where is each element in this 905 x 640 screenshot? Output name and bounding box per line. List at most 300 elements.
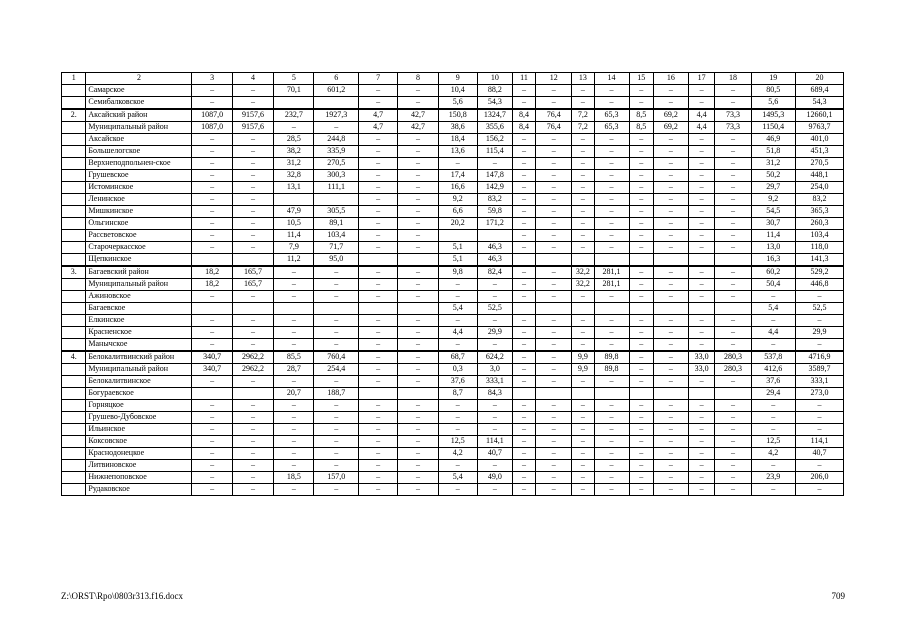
- value-cell: [274, 97, 314, 110]
- value-cell: [232, 254, 273, 267]
- value-cell: 188,7: [314, 388, 359, 400]
- value-cell: –: [398, 436, 438, 448]
- value-cell: –: [629, 412, 653, 424]
- value-cell: –: [398, 364, 438, 376]
- value-cell: –: [232, 242, 273, 254]
- value-cell: –: [274, 436, 314, 448]
- row-number-cell: [62, 146, 86, 158]
- value-cell: –: [715, 460, 751, 472]
- value-cell: [594, 388, 629, 400]
- value-cell: 52,5: [796, 303, 844, 315]
- value-cell: [192, 388, 232, 400]
- value-cell: 31,2: [751, 158, 796, 170]
- value-cell: 1150,4: [751, 122, 796, 134]
- value-cell: –: [359, 194, 398, 206]
- value-cell: –: [398, 146, 438, 158]
- value-cell: 171,2: [477, 218, 512, 230]
- value-cell: –: [398, 206, 438, 218]
- value-cell: –: [572, 460, 594, 472]
- table-row: [62, 182, 844, 194]
- value-cell: [359, 303, 398, 315]
- value-cell: 46,3: [477, 242, 512, 254]
- value-cell: 47,9: [274, 206, 314, 218]
- value-cell: –: [232, 206, 273, 218]
- name-cell: Ленинское: [86, 194, 192, 206]
- value-cell: –: [653, 484, 688, 496]
- value-cell: –: [398, 97, 438, 110]
- value-cell: –: [232, 436, 273, 448]
- row-number-cell: 2.: [62, 109, 86, 122]
- value-cell: –: [572, 242, 594, 254]
- value-cell: 141,3: [796, 254, 844, 267]
- table-row: [62, 146, 844, 158]
- value-cell: 76,4: [536, 109, 572, 122]
- value-cell: –: [359, 412, 398, 424]
- value-cell: –: [398, 412, 438, 424]
- value-cell: –: [512, 472, 535, 484]
- value-cell: 89,8: [594, 364, 629, 376]
- value-cell: 4,2: [751, 448, 796, 460]
- value-cell: –: [512, 230, 535, 242]
- value-cell: –: [536, 158, 572, 170]
- value-cell: –: [715, 484, 751, 496]
- value-cell: –: [536, 472, 572, 484]
- value-cell: 32,2: [572, 279, 594, 291]
- value-cell: [359, 254, 398, 267]
- value-cell: 206,0: [796, 472, 844, 484]
- value-cell: –: [594, 97, 629, 110]
- value-cell: –: [512, 436, 535, 448]
- value-cell: –: [715, 134, 751, 146]
- value-cell: 448,1: [796, 170, 844, 182]
- value-cell: –: [192, 85, 232, 97]
- value-cell: –: [192, 194, 232, 206]
- value-cell: –: [572, 97, 594, 110]
- value-cell: –: [536, 97, 572, 110]
- value-cell: –: [594, 242, 629, 254]
- value-cell: –: [572, 424, 594, 436]
- value-cell: –: [192, 158, 232, 170]
- value-cell: –: [359, 315, 398, 327]
- value-cell: 340,7: [192, 364, 232, 376]
- value-cell: –: [653, 472, 688, 484]
- value-cell: 340,7: [192, 351, 232, 364]
- value-cell: –: [512, 327, 535, 339]
- value-cell: 10,5: [274, 218, 314, 230]
- value-cell: –: [751, 484, 796, 496]
- value-cell: [438, 230, 477, 242]
- value-cell: –: [688, 242, 715, 254]
- value-cell: 83,2: [796, 194, 844, 206]
- value-cell: –: [688, 484, 715, 496]
- value-cell: 11,4: [751, 230, 796, 242]
- row-number-cell: [62, 436, 86, 448]
- value-cell: 4,4: [688, 109, 715, 122]
- value-cell: –: [192, 484, 232, 496]
- value-cell: 95,0: [314, 254, 359, 267]
- value-cell: [629, 388, 653, 400]
- value-cell: –: [274, 279, 314, 291]
- value-cell: [715, 303, 751, 315]
- row-number-cell: [62, 424, 86, 436]
- value-cell: –: [629, 182, 653, 194]
- table-row: [62, 279, 844, 291]
- value-cell: –: [192, 376, 232, 388]
- value-cell: –: [232, 85, 273, 97]
- value-cell: 11,2: [274, 254, 314, 267]
- value-cell: –: [572, 327, 594, 339]
- value-cell: –: [192, 424, 232, 436]
- value-cell: 254,4: [314, 364, 359, 376]
- value-cell: 7,2: [572, 122, 594, 134]
- value-cell: –: [594, 376, 629, 388]
- value-cell: –: [653, 266, 688, 279]
- value-cell: 114,1: [477, 436, 512, 448]
- value-cell: –: [398, 242, 438, 254]
- value-cell: [274, 303, 314, 315]
- table-row: [62, 388, 844, 400]
- value-cell: –: [629, 218, 653, 230]
- value-cell: –: [715, 230, 751, 242]
- table-row: [62, 303, 844, 315]
- value-cell: –: [796, 339, 844, 352]
- value-cell: –: [572, 400, 594, 412]
- value-cell: –: [751, 339, 796, 352]
- value-cell: 31,2: [274, 158, 314, 170]
- value-cell: –: [232, 339, 273, 352]
- table-body: [62, 73, 844, 496]
- value-cell: –: [314, 279, 359, 291]
- value-cell: 4: [232, 73, 273, 85]
- value-cell: –: [536, 230, 572, 242]
- table-row: [62, 448, 844, 460]
- value-cell: –: [192, 206, 232, 218]
- value-cell: 1927,3: [314, 109, 359, 122]
- value-cell: –: [715, 242, 751, 254]
- value-cell: –: [594, 182, 629, 194]
- value-cell: –: [572, 206, 594, 218]
- value-cell: –: [688, 218, 715, 230]
- value-cell: –: [572, 436, 594, 448]
- value-cell: –: [688, 146, 715, 158]
- value-cell: [398, 388, 438, 400]
- value-cell: –: [629, 436, 653, 448]
- value-cell: 4,2: [438, 448, 477, 460]
- value-cell: 401,0: [796, 134, 844, 146]
- value-cell: –: [314, 436, 359, 448]
- row-number-cell: [62, 279, 86, 291]
- value-cell: –: [536, 400, 572, 412]
- value-cell: –: [232, 448, 273, 460]
- value-cell: 17: [688, 73, 715, 85]
- value-cell: 333,1: [796, 376, 844, 388]
- name-cell: Мишкинское: [86, 206, 192, 218]
- value-cell: –: [572, 170, 594, 182]
- value-cell: –: [438, 484, 477, 496]
- value-cell: 76,4: [536, 122, 572, 134]
- value-cell: –: [594, 436, 629, 448]
- value-cell: 20: [796, 73, 844, 85]
- row-number-cell: [62, 170, 86, 182]
- value-cell: –: [653, 146, 688, 158]
- value-cell: –: [796, 424, 844, 436]
- value-cell: –: [594, 291, 629, 303]
- value-cell: 4,4: [751, 327, 796, 339]
- value-cell: 1495,3: [751, 109, 796, 122]
- value-cell: –: [572, 158, 594, 170]
- value-cell: 37,6: [751, 376, 796, 388]
- table-row: [62, 97, 844, 110]
- value-cell: –: [512, 206, 535, 218]
- value-cell: –: [653, 230, 688, 242]
- table-row: [62, 122, 844, 134]
- value-cell: –: [477, 412, 512, 424]
- value-cell: 529,2: [796, 266, 844, 279]
- value-cell: –: [594, 134, 629, 146]
- value-cell: 624,2: [477, 351, 512, 364]
- value-cell: 89,1: [314, 218, 359, 230]
- value-cell: –: [512, 448, 535, 460]
- name-cell: Верхнеподпольнен-ское: [86, 158, 192, 170]
- value-cell: –: [715, 412, 751, 424]
- value-cell: 12: [536, 73, 572, 85]
- value-cell: 15: [629, 73, 653, 85]
- value-cell: –: [629, 376, 653, 388]
- value-cell: 5,6: [751, 97, 796, 110]
- value-cell: –: [629, 472, 653, 484]
- table-row: [62, 424, 844, 436]
- value-cell: –: [512, 315, 535, 327]
- table-row: [62, 85, 844, 97]
- value-cell: –: [314, 484, 359, 496]
- value-cell: –: [688, 158, 715, 170]
- row-number-cell: [62, 472, 86, 484]
- value-cell: –: [536, 339, 572, 352]
- value-cell: –: [688, 97, 715, 110]
- value-cell: –: [232, 170, 273, 182]
- value-cell: –: [438, 158, 477, 170]
- value-cell: 51,8: [751, 146, 796, 158]
- value-cell: –: [715, 158, 751, 170]
- value-cell: –: [594, 158, 629, 170]
- value-cell: –: [438, 315, 477, 327]
- value-cell: –: [715, 424, 751, 436]
- value-cell: 19: [751, 73, 796, 85]
- row-number-cell: [62, 484, 86, 496]
- value-cell: 5,1: [438, 242, 477, 254]
- value-cell: –: [438, 412, 477, 424]
- name-cell: Муниципальный район: [86, 364, 192, 376]
- value-cell: –: [653, 182, 688, 194]
- value-cell: –: [232, 230, 273, 242]
- value-cell: –: [192, 182, 232, 194]
- value-cell: –: [594, 218, 629, 230]
- page-number: 709: [831, 591, 845, 601]
- value-cell: –: [715, 448, 751, 460]
- name-cell: Ольгинское: [86, 218, 192, 230]
- table-row: [62, 376, 844, 388]
- value-cell: –: [536, 266, 572, 279]
- value-cell: –: [796, 400, 844, 412]
- value-cell: 103,4: [796, 230, 844, 242]
- value-cell: [314, 303, 359, 315]
- value-cell: 69,2: [653, 122, 688, 134]
- value-cell: –: [688, 412, 715, 424]
- value-cell: –: [512, 339, 535, 352]
- value-cell: –: [359, 218, 398, 230]
- value-cell: –: [274, 122, 314, 134]
- value-cell: –: [512, 266, 535, 279]
- value-cell: –: [536, 194, 572, 206]
- table-row: [62, 315, 844, 327]
- value-cell: –: [314, 412, 359, 424]
- value-cell: –: [359, 339, 398, 352]
- value-cell: –: [512, 85, 535, 97]
- value-cell: 29,9: [477, 327, 512, 339]
- value-cell: –: [629, 194, 653, 206]
- value-cell: 0,3: [438, 364, 477, 376]
- table-row: [62, 109, 844, 122]
- value-cell: [653, 303, 688, 315]
- value-cell: –: [629, 424, 653, 436]
- value-cell: 50,2: [751, 170, 796, 182]
- value-cell: [688, 303, 715, 315]
- value-cell: –: [359, 242, 398, 254]
- value-cell: 16: [653, 73, 688, 85]
- value-cell: 73,3: [715, 122, 751, 134]
- value-cell: –: [359, 448, 398, 460]
- value-cell: –: [653, 158, 688, 170]
- value-cell: –: [653, 170, 688, 182]
- value-cell: 281,1: [594, 279, 629, 291]
- value-cell: –: [359, 134, 398, 146]
- value-cell: 10: [477, 73, 512, 85]
- table-row: [62, 327, 844, 339]
- value-cell: –: [359, 436, 398, 448]
- value-cell: [572, 254, 594, 267]
- row-number-cell: 4.: [62, 351, 86, 364]
- value-cell: –: [536, 279, 572, 291]
- table-row: [62, 254, 844, 267]
- value-cell: –: [232, 291, 273, 303]
- value-cell: –: [715, 146, 751, 158]
- table-row: [62, 206, 844, 218]
- name-cell: Манычское: [86, 339, 192, 352]
- value-cell: –: [629, 460, 653, 472]
- value-cell: –: [192, 315, 232, 327]
- value-cell: 73,3: [715, 109, 751, 122]
- value-cell: –: [232, 134, 273, 146]
- value-cell: –: [751, 315, 796, 327]
- value-cell: –: [477, 291, 512, 303]
- value-cell: –: [688, 206, 715, 218]
- value-cell: 54,3: [477, 97, 512, 110]
- name-cell: Багаевский район: [86, 266, 192, 279]
- value-cell: 18,2: [192, 266, 232, 279]
- row-number-cell: [62, 315, 86, 327]
- value-cell: –: [274, 412, 314, 424]
- value-cell: –: [232, 484, 273, 496]
- value-cell: –: [715, 97, 751, 110]
- value-cell: –: [653, 279, 688, 291]
- table-row: [62, 351, 844, 364]
- value-cell: –: [688, 85, 715, 97]
- value-cell: –: [653, 351, 688, 364]
- name-cell: Красненское: [86, 327, 192, 339]
- value-cell: –: [359, 291, 398, 303]
- value-cell: –: [715, 85, 751, 97]
- value-cell: –: [572, 315, 594, 327]
- value-cell: 33,0: [688, 351, 715, 364]
- value-cell: –: [536, 242, 572, 254]
- value-cell: 20,7: [274, 388, 314, 400]
- value-cell: 4,4: [438, 327, 477, 339]
- row-number-cell: [62, 412, 86, 424]
- value-cell: –: [512, 170, 535, 182]
- value-cell: –: [751, 400, 796, 412]
- value-cell: –: [192, 230, 232, 242]
- value-cell: –: [629, 134, 653, 146]
- row-number-cell: [62, 388, 86, 400]
- name-cell: Краснодонецкое: [86, 448, 192, 460]
- value-cell: 18: [715, 73, 751, 85]
- value-cell: –: [629, 448, 653, 460]
- value-cell: 13: [572, 73, 594, 85]
- value-cell: –: [536, 182, 572, 194]
- value-cell: –: [715, 170, 751, 182]
- value-cell: –: [594, 85, 629, 97]
- value-cell: 42,7: [398, 122, 438, 134]
- value-cell: 80,5: [751, 85, 796, 97]
- value-cell: 5,4: [438, 472, 477, 484]
- file-path: Z:\ORST\Rpo\0803r313.f16.docx: [61, 591, 183, 601]
- value-cell: 12,5: [751, 436, 796, 448]
- value-cell: [398, 303, 438, 315]
- value-cell: –: [314, 266, 359, 279]
- value-cell: –: [192, 218, 232, 230]
- row-number-cell: [62, 134, 86, 146]
- row-number-cell: [62, 303, 86, 315]
- name-cell: Рудаковское: [86, 484, 192, 496]
- value-cell: –: [274, 376, 314, 388]
- value-cell: –: [232, 218, 273, 230]
- value-cell: 23,9: [751, 472, 796, 484]
- value-cell: –: [688, 230, 715, 242]
- value-cell: –: [438, 279, 477, 291]
- value-cell: –: [192, 436, 232, 448]
- row-number-cell: [62, 194, 86, 206]
- value-cell: [688, 388, 715, 400]
- value-cell: –: [232, 146, 273, 158]
- value-cell: 30,7: [751, 218, 796, 230]
- value-cell: 8,5: [629, 122, 653, 134]
- value-cell: –: [359, 97, 398, 110]
- value-cell: –: [629, 158, 653, 170]
- row-number-cell: [62, 364, 86, 376]
- value-cell: –: [398, 472, 438, 484]
- value-cell: 3,0: [477, 364, 512, 376]
- value-cell: –: [629, 266, 653, 279]
- value-cell: –: [274, 315, 314, 327]
- value-cell: 3589,7: [796, 364, 844, 376]
- value-cell: –: [715, 266, 751, 279]
- value-cell: 65,3: [594, 109, 629, 122]
- value-cell: 5: [274, 73, 314, 85]
- value-cell: –: [653, 97, 688, 110]
- value-cell: –: [359, 170, 398, 182]
- value-cell: 37,6: [438, 376, 477, 388]
- value-cell: –: [536, 376, 572, 388]
